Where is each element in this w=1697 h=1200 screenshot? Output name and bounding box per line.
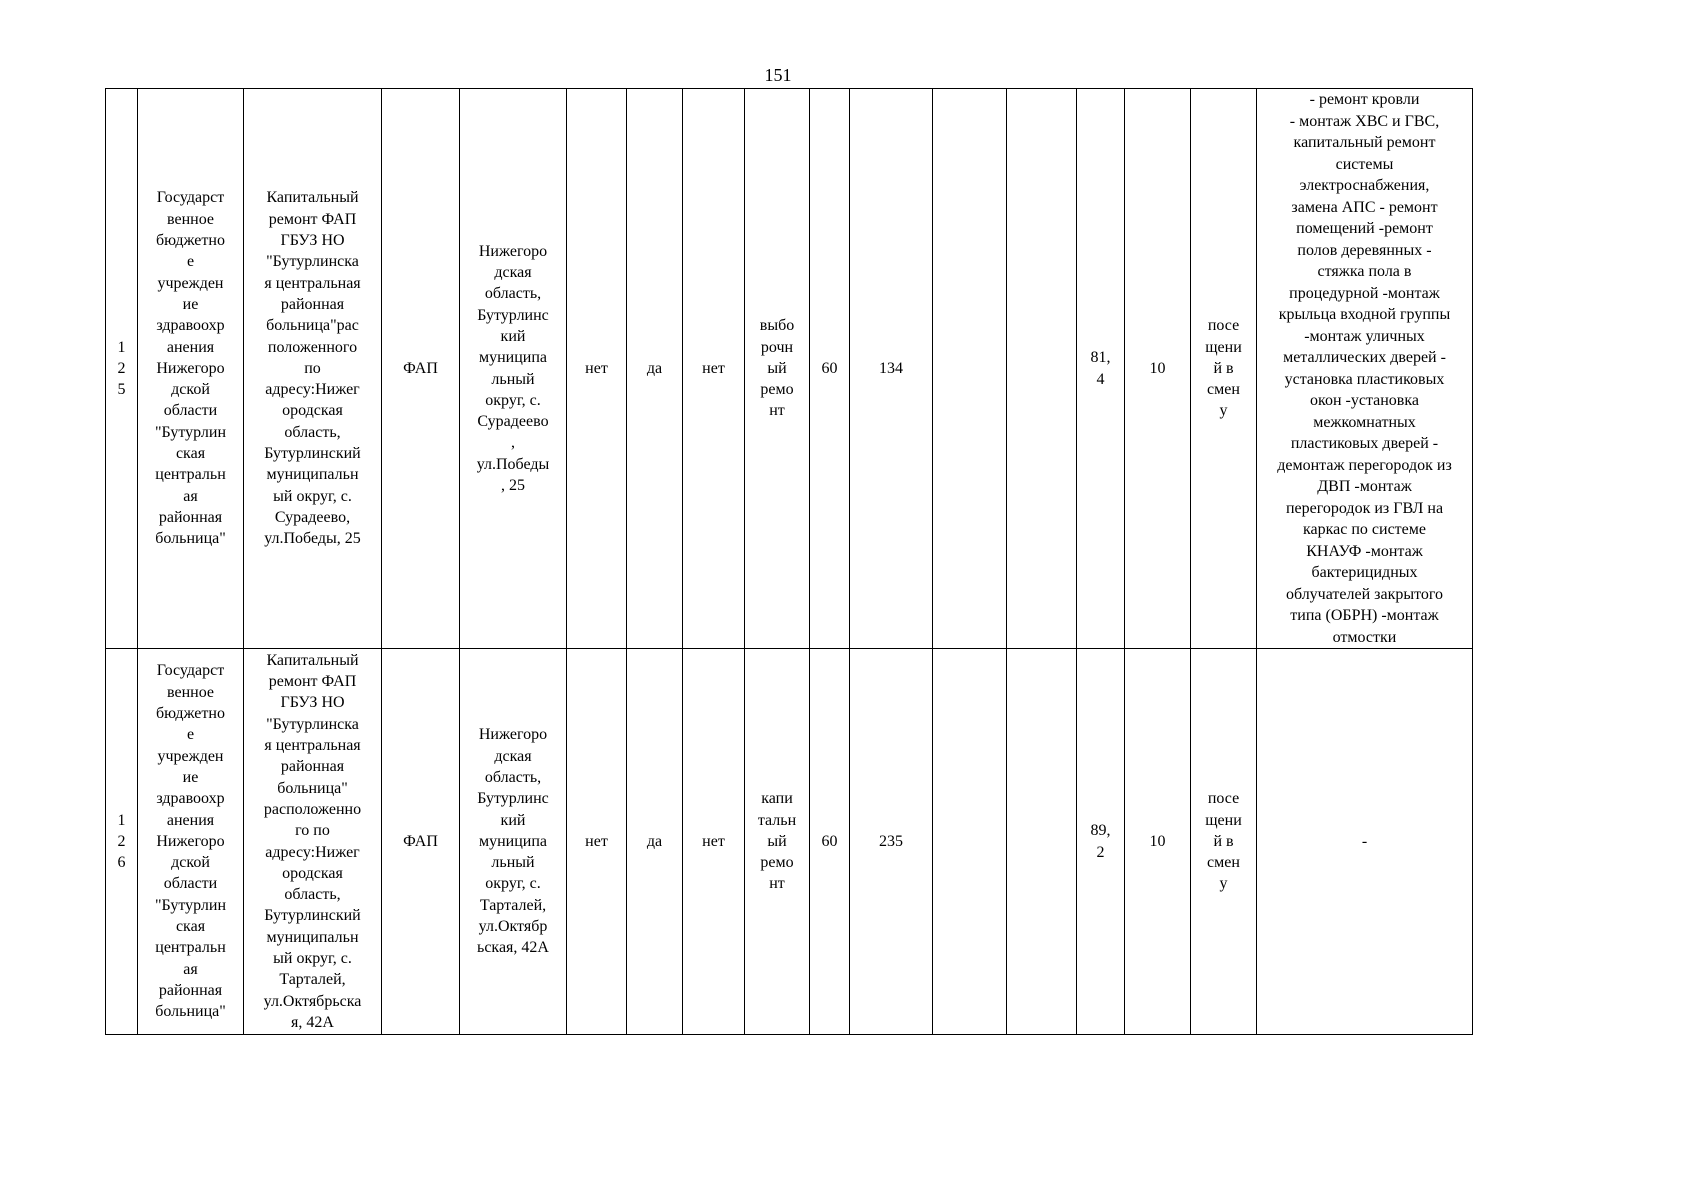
cell-line: типа (ОБРН) -монтаж [1290, 607, 1439, 624]
cell-line: муниципа [478, 832, 548, 850]
cell-line: кий [500, 327, 526, 345]
cell-line: центральн [155, 466, 226, 484]
cell-line: стяжка пола в [1317, 263, 1412, 280]
cell-col-b: да [627, 649, 683, 1035]
cell-line: нт [769, 402, 785, 420]
cell-line: 89, [1090, 822, 1111, 840]
institution-name [138, 649, 244, 1035]
cell-line: Тарталей, [479, 896, 547, 914]
cell-line: смен [1207, 854, 1240, 872]
cell-line: муниципальн [266, 466, 359, 484]
cell-line: Нижегоро [478, 242, 548, 260]
cell-line: посе [1207, 317, 1240, 335]
cell-line: ие [182, 768, 199, 786]
cell-line: у [1219, 402, 1228, 420]
cell-line: 2 [117, 359, 126, 377]
cell-line: крыльца входной группы [1278, 306, 1451, 323]
area-value [1077, 89, 1125, 649]
cell-line: дская [494, 264, 532, 282]
cell-line: я центральная [264, 274, 361, 292]
cell-line: ул.Победы, 25 [264, 530, 361, 548]
cell-line: ская [175, 445, 206, 463]
cell-col-e: 134 [850, 89, 933, 649]
cell-line: нт [769, 875, 785, 893]
cell-col-e: 235 [850, 649, 933, 1035]
cell-line: Бутурлинский [264, 907, 361, 925]
object-type: ФАП [382, 649, 460, 1035]
cell-line: ул.Октябрьска [263, 992, 362, 1010]
cell-line: анения [166, 338, 215, 356]
cell-line: учрежден [157, 747, 224, 765]
cell-line: ремонт ФАП [268, 210, 357, 228]
cell-line: ская [175, 918, 206, 936]
cell-line: 5 [117, 381, 126, 399]
cell-line: ремо [760, 381, 794, 399]
cell-line: замена АПС - ремонт [1291, 198, 1438, 216]
cell-line: льный [491, 854, 535, 872]
cell-line: е [186, 253, 195, 271]
cell-line: районная [158, 508, 223, 526]
cell-line: капи [761, 790, 793, 808]
cell-line: щени [1205, 811, 1242, 829]
cell-line: е [186, 726, 195, 744]
cell-line: Нижегоро [156, 832, 225, 850]
cell-col-a: нет [567, 89, 627, 649]
cell-line: здравоохр [156, 790, 225, 808]
capacity-unit [1191, 649, 1257, 1035]
works-list [1257, 649, 1473, 1035]
cell-col-d: 60 [810, 89, 850, 649]
cell-line: 2 [117, 832, 126, 850]
cell-line: КНАУФ -монтаж [1306, 542, 1423, 560]
cell-line: й в [1213, 832, 1234, 850]
cell-line: я, 42А [291, 1013, 334, 1031]
works-list [1257, 89, 1473, 649]
page-number: 151 [764, 65, 792, 85]
cell-line: отмостки [1332, 628, 1397, 646]
object-address [460, 649, 567, 1035]
cell-line: щени [1205, 338, 1242, 356]
cell-line: помещений -ремонт [1296, 220, 1433, 237]
cell-line: 1 [117, 338, 126, 356]
cell-line: ремо [760, 854, 794, 872]
cell-line: 4 [1096, 370, 1105, 388]
cell-line: капитальный ремонт [1293, 134, 1436, 151]
capacity-value: 10 [1125, 89, 1191, 649]
cell-line: установка пластиковых [1284, 370, 1445, 388]
capacity-value: 10 [1125, 649, 1191, 1035]
cell-line: "Бутурлин [155, 423, 226, 441]
cell-line: 6 [117, 854, 126, 872]
cell-line: кий [500, 811, 526, 829]
cell-col-g [1007, 89, 1077, 649]
cell-line: - монтаж ХВС и ГВС, [1289, 112, 1440, 130]
cell-line: ый округ, с. [273, 487, 352, 505]
cell-line: учрежден [157, 274, 224, 292]
cell-line: облучателей закрытого [1285, 585, 1444, 603]
cell-line: ГБУЗ НО [280, 232, 345, 250]
cell-line: процедурной -монтаж [1289, 284, 1440, 302]
cell-line: "Бутурлинска [266, 715, 359, 733]
cell-line: - ремонт кровли [1309, 91, 1420, 108]
cell-line: Нижегоро [156, 359, 225, 377]
cell-line: системы [1335, 155, 1394, 173]
cell-line: рочн [760, 338, 794, 356]
cell-line: ая [183, 960, 198, 978]
cell-line: 81, [1090, 349, 1111, 367]
cell-line: ул.Победы [476, 455, 550, 473]
cell-line: Государст [156, 189, 225, 207]
row-number [106, 89, 138, 649]
cell-line: тальн [757, 811, 797, 829]
cell-line: -монтаж уличных [1304, 327, 1425, 345]
cell-line: перегородок из ГВЛ на [1285, 499, 1444, 517]
cell-line: , 25 [501, 476, 525, 494]
object-type: ФАП [382, 89, 460, 649]
cell-line: 2 [1096, 843, 1105, 861]
cell-line: область, [484, 768, 542, 786]
cell-line: "Бутурлинска [266, 253, 359, 271]
cell-line: , [511, 434, 515, 452]
table-row [106, 89, 1473, 649]
cell-line: Бутурлинс [477, 306, 549, 324]
cell-line: область, [284, 886, 341, 904]
cell-line: ДВП -монтаж [1317, 478, 1412, 495]
cell-line: районная [280, 295, 345, 313]
cell-line: го по [295, 822, 330, 840]
cell-line: демонтаж перегородок из [1277, 456, 1452, 474]
cell-line: каркас по системе [1302, 521, 1426, 538]
cell-line: больница" [277, 779, 348, 797]
cell-line: Нижегоро [478, 726, 548, 744]
cell-line: центральн [155, 939, 226, 957]
cell-line: ГБУЗ НО [280, 694, 345, 712]
cell-line: пластиковых дверей - [1290, 435, 1439, 452]
cell-col-c: нет [683, 649, 745, 1035]
cell-line: бюджетно [156, 705, 225, 723]
cell-line: окон -установка [1310, 392, 1419, 409]
cell-col-c: нет [683, 89, 745, 649]
cell-line: муниципа [478, 349, 548, 367]
cell-line: посе [1207, 790, 1240, 808]
cell-line: бюджетно [156, 232, 225, 250]
cell-line: Бутурлинс [477, 790, 549, 808]
cell-line: ый [767, 832, 787, 850]
cell-line: смен [1207, 381, 1240, 399]
repair-type [745, 649, 810, 1035]
cell-line: области [163, 875, 218, 893]
cell-line: электроснабжения, [1299, 177, 1430, 194]
cell-line: адресу:Нижег [265, 381, 360, 399]
cell-line: Государст [156, 662, 225, 680]
cell-line: адресу:Нижег [265, 843, 360, 861]
cell-line: выбо [759, 317, 795, 335]
cell-line: больница" [155, 530, 226, 548]
cell-col-f [933, 89, 1007, 649]
cell-line: межкомнатных [1313, 413, 1416, 431]
cell-line: ие [182, 295, 199, 313]
cell-line: полов деревянных - [1297, 241, 1432, 259]
cell-line: Капитальный [266, 651, 359, 669]
cell-line: Сурадеево [477, 413, 549, 431]
cell-line: у [1219, 875, 1228, 893]
cell-line: 1 [117, 811, 126, 829]
cell-line: округ, с. [485, 875, 541, 893]
cell-line: ьская, 42А [477, 939, 549, 957]
cell-line: ый округ, с. [273, 949, 352, 967]
cell-line: положенного [267, 338, 358, 356]
cell-line: "Бутурлин [155, 896, 226, 914]
cell-line: ородская [282, 402, 343, 420]
cell-line: ородская [282, 864, 343, 882]
repair-type [745, 89, 810, 649]
cell-line: я центральная [264, 737, 361, 755]
cell-line: Бутурлинский [264, 445, 361, 463]
cell-line: - [1361, 832, 1368, 850]
data-table [105, 88, 1473, 1035]
cell-line: анения [166, 811, 215, 829]
object-address [460, 89, 567, 649]
row-number [106, 649, 138, 1035]
cell-line: расположенно [263, 800, 362, 818]
project-description [244, 89, 382, 649]
cell-line: области [163, 402, 218, 420]
cell-line: льный [491, 370, 535, 388]
cell-col-f [933, 649, 1007, 1035]
cell-line: ая [183, 487, 198, 505]
cell-col-b: да [627, 89, 683, 649]
cell-line: районная [158, 981, 223, 999]
cell-line: ул.Октябр [478, 918, 548, 936]
cell-col-g [1007, 649, 1077, 1035]
capacity-unit [1191, 89, 1257, 649]
cell-line: Тарталей, [279, 971, 346, 989]
cell-line: область, [484, 285, 542, 303]
cell-line: венное [167, 210, 214, 228]
cell-line: дская [494, 747, 532, 765]
cell-line: районная [280, 758, 345, 776]
cell-line: ый [767, 359, 787, 377]
cell-line: округ, с. [485, 391, 541, 409]
cell-line: больница" [155, 1003, 226, 1021]
cell-line: й в [1213, 359, 1234, 377]
cell-col-d: 60 [810, 649, 850, 1035]
area-value [1077, 649, 1125, 1035]
institution-name [138, 89, 244, 649]
cell-line: Сурадеево, [274, 508, 351, 526]
cell-line: Капитальный [266, 189, 359, 207]
cell-line: здравоохр [156, 317, 225, 335]
cell-line: муниципальн [266, 928, 359, 946]
cell-line: ремонт ФАП [268, 673, 357, 691]
cell-line: дской [171, 854, 210, 872]
project-description [244, 649, 382, 1035]
cell-col-a: нет [567, 649, 627, 1035]
cell-line: область, [284, 423, 341, 441]
cell-line: бактерицидных [1311, 564, 1418, 581]
cell-line: металлических дверей - [1283, 349, 1446, 366]
cell-line: по [304, 359, 321, 377]
cell-line: дской [171, 381, 210, 399]
cell-line: венное [167, 683, 214, 701]
table-row [106, 649, 1473, 1035]
cell-line: больница"рас [266, 317, 359, 335]
